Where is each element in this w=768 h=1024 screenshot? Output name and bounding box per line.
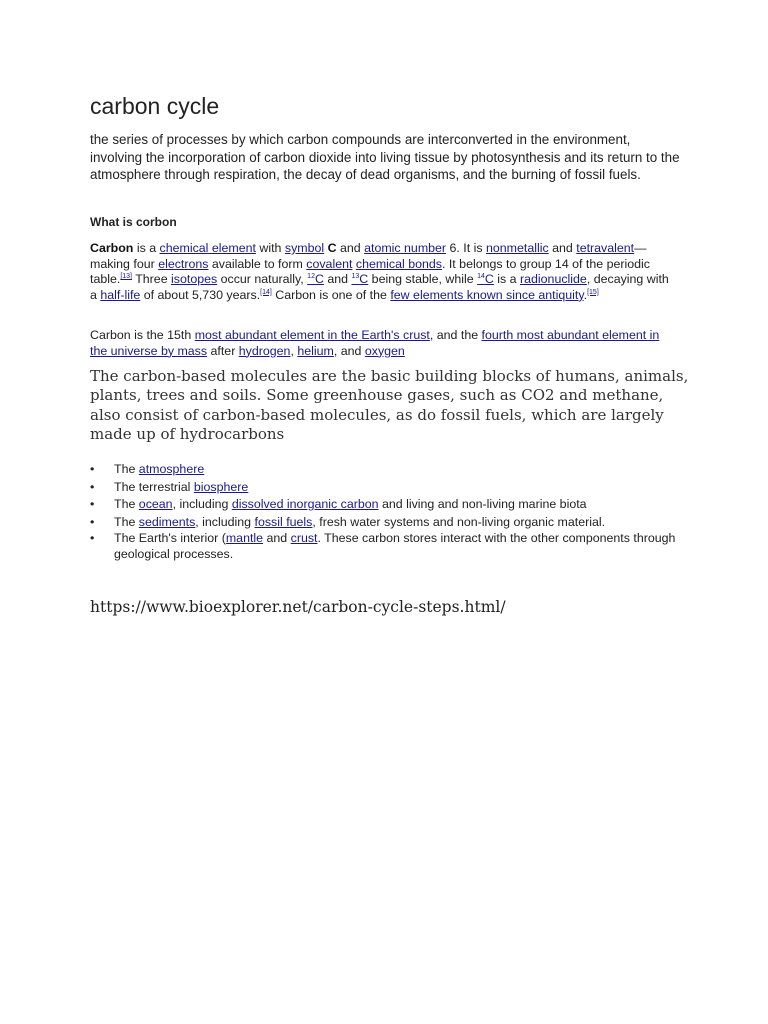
link-symbol[interactable]: symbol [284, 241, 325, 255]
link-carbon-13[interactable]: $^{13}$C [351, 272, 369, 287]
term-carbon: Carbon [90, 241, 134, 255]
carbon-stores-list [90, 461, 682, 563]
link-fossil-fuels[interactable]: fossil fuels [254, 514, 313, 529]
link-chemical-element[interactable]: chemical element [159, 241, 256, 255]
bullet-icon: • [90, 531, 95, 545]
bullet-icon: • [90, 497, 95, 511]
link-half-life[interactable]: half-life [100, 287, 141, 302]
link-ocean[interactable]: ocean [138, 497, 173, 511]
link-electrons[interactable]: electrons [158, 256, 209, 271]
link-fourth-most-abundant-universe[interactable]: fourth most abundant element in the universe by mass [90, 328, 660, 358]
bullet-icon: • [90, 479, 95, 494]
list-item: • The ocean, including dissolved inorganic carbon and living and non-living marine biota [90, 496, 682, 514]
link-tetravalent[interactable]: tetravalent [576, 241, 635, 255]
reference-14[interactable]: [14] [260, 288, 272, 296]
bullet-icon: • [90, 514, 95, 529]
link-covalent[interactable]: covalent [306, 256, 353, 271]
link-elements-known-since-antiquity[interactable]: few elements known since antiquity [390, 287, 584, 302]
link-sediments[interactable]: sediments [138, 514, 196, 529]
link-atomic-number[interactable]: atomic number [364, 241, 447, 255]
link-isotopes[interactable]: isotopes [171, 272, 218, 287]
list-item: • The atmosphere [90, 461, 682, 479]
list-item: • The Earth's interior (mantle and crust. These carbon stores interact with the other components through geological processes. [90, 531, 676, 561]
list-item: • The terrestrial biosphere [90, 479, 682, 497]
link-mantle[interactable]: mantle [225, 531, 264, 545]
link-crust[interactable]: crust [290, 531, 318, 545]
link-nonmetallic[interactable]: nonmetallic [486, 241, 549, 255]
list-item: • The sediments, including fossil fuels, fresh water systems and non-living organic material. [90, 514, 682, 532]
link-chemical-bonds[interactable]: chemical bonds [355, 256, 442, 271]
link-oxygen[interactable]: oxygen [364, 343, 405, 358]
reference-13[interactable]: [13] [120, 273, 132, 281]
symbol-c: C [327, 241, 337, 255]
link-carbon-14[interactable]: $^{14}$C [477, 272, 494, 287]
carbon-intro-paragraph: Carbon is a chemical element with symbol C and atomic number 6. It is nonmetallic and tetravalent—making four electrons available to form covalent chemical bonds. It belongs to group 14 of the periodic table.[13] Three isotopes occur naturally, $^{12}$C and $^{13}$C being stable, while $^{14}$C is a radionuclide, decaying with a half-life of about 5,730 years.[14] Carbon is one of the few elements known since antiquity.[15] [90, 241, 669, 302]
link-radionuclide[interactable]: radionuclide [520, 272, 587, 287]
link-biosphere[interactable]: biosphere [193, 479, 249, 494]
link-hydrogen[interactable]: hydrogen [238, 343, 291, 358]
reference-15[interactable]: [15] [587, 288, 599, 296]
link-carbon-12[interactable]: $^{12}$C [307, 272, 324, 287]
definition-paragraph: the series of processes by which carbon compounds are interconverted in the environment, involving the incorporation of carbon dioxide into living tissue by photosynthesis and its return to the atmosphere through respiration, the decay of dead organisms, and the burning of fossil fuels. [90, 132, 680, 182]
source-url: https://www.bioexplorer.net/carbon-cycle-steps.html/ [90, 598, 506, 616]
link-most-abundant-earth-crust[interactable]: most abundant element in the Earth's crust [194, 328, 430, 342]
section-heading: What is corbon [90, 215, 177, 229]
link-atmosphere[interactable]: atmosphere [138, 462, 205, 476]
abundance-paragraph: Carbon is the 15th most abundant element in the Earth's crust, and the fourth most abundant element in the universe by mass after hydrogen, helium, and oxygen [90, 328, 660, 358]
page-title: carbon cycle [90, 93, 220, 119]
carbon-molecules-paragraph: The carbon-based molecules are the basic building blocks of humans, animals, plants, trees and soils. Some greenhouse gases, such as CO2 and methane, also consist of carbon-based molecules, as do fossil fuels, which are largely made up of hydrocarbons [90, 367, 689, 443]
link-dissolved-inorganic-carbon[interactable]: dissolved inorganic carbon [231, 497, 379, 511]
link-helium[interactable]: helium [297, 343, 334, 358]
bullet-icon: • [90, 462, 95, 476]
